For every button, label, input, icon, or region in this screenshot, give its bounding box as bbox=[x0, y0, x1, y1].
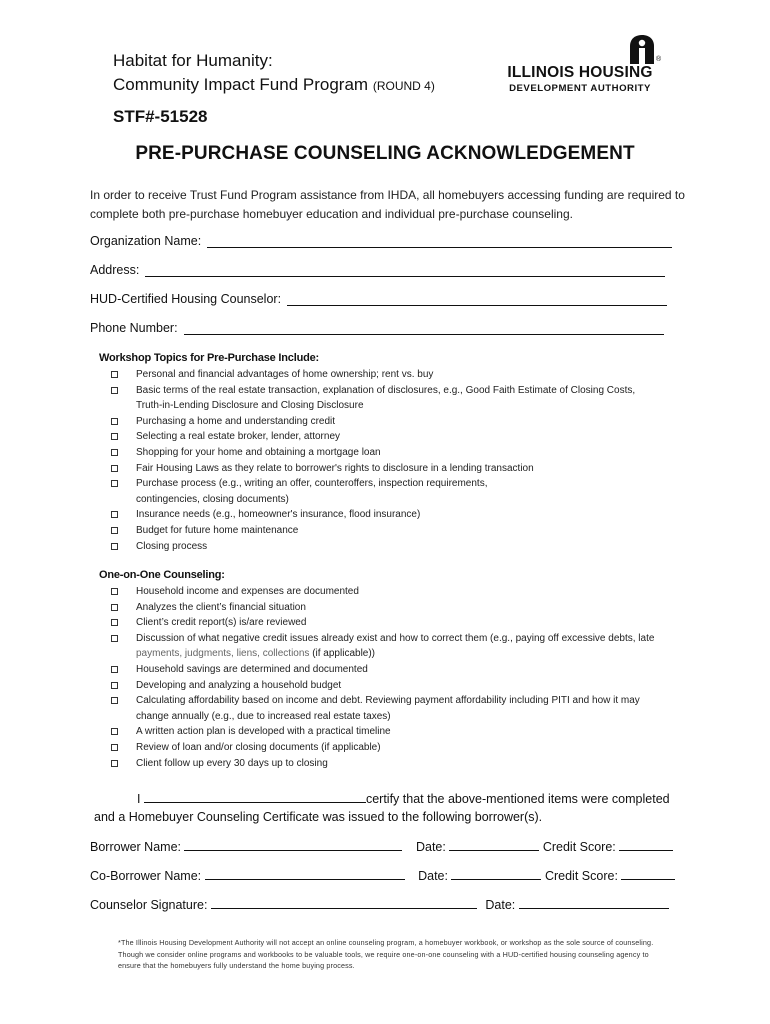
address-line[interactable] bbox=[145, 263, 665, 277]
counselor-signature-label: Counselor Signature: bbox=[90, 898, 208, 912]
list-item: Analyzes the client’s financial situation bbox=[108, 600, 708, 616]
program-title: Community Impact Fund Program bbox=[113, 75, 369, 94]
checkbox-icon[interactable] bbox=[111, 697, 118, 704]
list-item: Personal and financial advantages of home ownership; rent vs. buy bbox=[108, 367, 708, 383]
checkbox-icon[interactable] bbox=[111, 511, 118, 518]
organization-field[interactable] bbox=[90, 234, 672, 248]
list-item-continued: payments, judgments, liens, collections (if applicable)) bbox=[136, 648, 376, 660]
logo-subtitle: DEVELOPMENT AUTHORITY bbox=[509, 83, 651, 94]
checkbox-icon[interactable] bbox=[111, 666, 118, 673]
certify-line-2: and a Homebuyer Counseling Certificate was issued to the following borrower(s). bbox=[94, 810, 543, 824]
list-item: Client’s credit report(s) is/are reviewed bbox=[108, 615, 708, 631]
address-field[interactable] bbox=[90, 263, 665, 277]
list-item: Calculating affordability based on income and debt. Reviewing payment affordability including PITI and how it may bbox=[108, 693, 708, 709]
checkbox-icon[interactable] bbox=[111, 527, 118, 534]
list-item: Household income and expenses are documented bbox=[108, 584, 708, 600]
list-item: Purchasing a home and understanding credit bbox=[108, 414, 708, 430]
checkbox-icon[interactable] bbox=[111, 635, 118, 642]
phone-line[interactable] bbox=[184, 321, 664, 335]
checkbox-icon[interactable] bbox=[111, 387, 118, 394]
program-org: Habitat for Humanity: bbox=[113, 51, 273, 70]
list-item: Discussion of what negative credit issues already exist and how to correct them (e.g., paying off excessive debts, late bbox=[108, 631, 708, 647]
logo-name: ILLINOIS HOUSING bbox=[507, 64, 653, 81]
counseling-heading: One-on-One Counseling: bbox=[99, 569, 225, 581]
counseling-list bbox=[108, 584, 708, 771]
workshop-list bbox=[108, 367, 708, 554]
page-title: PRE-PURCHASE COUNSELING ACKNOWLEDGEMENT bbox=[135, 143, 635, 164]
program-name bbox=[113, 74, 435, 97]
borrower-credit-line[interactable] bbox=[619, 838, 673, 851]
footnote: *The Illinois Housing Development Authority will not accept an online counseling program, a homebuyer workbook, or workshop as the sole source of counseling. Though we consider online programs and workbooks to be valuable tools, we require one-on-one counseling with a HUD-certified housing counseling agency to ensure that the homebuyers fully understand the home buying process. bbox=[118, 938, 654, 970]
list-item-continued: change annually (e.g., due to increased real estate taxes) bbox=[136, 710, 391, 722]
counselor-signature-row bbox=[90, 896, 669, 912]
list-item: Developing and analyzing a household budget bbox=[108, 678, 708, 694]
list-item: Fair Housing Laws as they relate to borrower's rights to disclosure in a lending transaction bbox=[108, 461, 708, 477]
counselor-label: HUD-Certified Housing Counselor: bbox=[90, 292, 282, 306]
list-item: Budget for future home maintenance bbox=[108, 523, 708, 539]
program-round: (ROUND 4) bbox=[372, 79, 435, 93]
workshop-heading: Workshop Topics for Pre-Purchase Include: bbox=[99, 352, 319, 364]
borrower-date-label: Date: bbox=[415, 840, 446, 854]
checkbox-icon[interactable] bbox=[111, 619, 118, 626]
stf-number: STF#-51528 bbox=[113, 107, 208, 126]
list-item: A written action plan is developed with a practical timeline bbox=[108, 724, 708, 740]
list-item: Review of loan and/or closing documents (if applicable) bbox=[108, 740, 708, 756]
checkbox-icon[interactable] bbox=[111, 543, 118, 550]
address-label: Address: bbox=[90, 263, 140, 277]
ihda-logo bbox=[497, 34, 663, 96]
certification-statement bbox=[90, 790, 690, 826]
coborrower-row bbox=[90, 867, 675, 883]
borrower-date-line[interactable] bbox=[449, 838, 539, 851]
checkbox-icon[interactable] bbox=[111, 604, 118, 611]
certifier-name-line[interactable] bbox=[144, 790, 366, 803]
certify-line-1: I certify that the above-mentioned items were completed bbox=[137, 792, 670, 806]
coborrower-credit-line[interactable] bbox=[621, 867, 675, 880]
house-letter-i-icon bbox=[624, 34, 660, 64]
list-item: Shopping for your home and obtaining a mortgage loan bbox=[108, 445, 708, 461]
intro-paragraph: In order to receive Trust Fund Program assistance from IHDA, all homebuyers accessing funding are required to complete both pre-purchase homebuyer education and individual pre-purchase counseling. bbox=[90, 188, 685, 221]
borrower-label: Borrower Name: bbox=[90, 840, 181, 854]
counselor-signature-line[interactable] bbox=[211, 896, 477, 909]
checkbox-icon[interactable] bbox=[111, 480, 118, 487]
checkbox-icon[interactable] bbox=[111, 433, 118, 440]
borrower-name-line[interactable] bbox=[184, 838, 402, 851]
list-item: Basic terms of the real estate transaction, explanation of disclosures, e.g., Good Faith Estimate of Closing Costs, bbox=[108, 383, 708, 399]
coborrower-date-line[interactable] bbox=[451, 867, 541, 880]
phone-field[interactable] bbox=[90, 321, 664, 335]
list-item: Purchase process (e.g., writing an offer, counteroffers, inspection requirements, bbox=[108, 476, 708, 492]
list-item-continued: contingencies, closing documents) bbox=[136, 493, 289, 505]
list-item: Selecting a real estate broker, lender, attorney bbox=[108, 429, 708, 445]
checkbox-icon[interactable] bbox=[111, 465, 118, 472]
checkbox-icon[interactable] bbox=[111, 744, 118, 751]
list-item: Insurance needs (e.g., homeowner's insurance, flood insurance) bbox=[108, 507, 708, 523]
checkbox-icon[interactable] bbox=[111, 371, 118, 378]
checkbox-icon[interactable] bbox=[111, 760, 118, 767]
checkbox-icon[interactable] bbox=[111, 418, 118, 425]
checkbox-icon[interactable] bbox=[111, 728, 118, 735]
checkbox-icon[interactable] bbox=[111, 449, 118, 456]
program-header bbox=[113, 50, 435, 97]
registered-mark: ® bbox=[656, 56, 662, 63]
coborrower-label: Co-Borrower Name: bbox=[90, 869, 202, 883]
borrower-row bbox=[90, 838, 673, 854]
counselor-line[interactable] bbox=[287, 292, 667, 306]
counselor-date-line[interactable] bbox=[519, 896, 669, 909]
coborrower-credit-label: Credit Score: bbox=[544, 869, 618, 883]
counselor-field[interactable] bbox=[90, 292, 667, 306]
checkbox-icon[interactable] bbox=[111, 682, 118, 689]
organization-line[interactable] bbox=[207, 234, 672, 248]
organization-label: Organization Name: bbox=[90, 234, 202, 248]
borrower-credit-label: Credit Score: bbox=[542, 840, 616, 854]
coborrower-date-label: Date: bbox=[418, 869, 448, 883]
counselor-date-label: Date: bbox=[485, 898, 516, 912]
list-item: Client follow up every 30 days up to closing bbox=[108, 756, 708, 772]
list-item: Household savings are determined and documented bbox=[108, 662, 708, 678]
phone-label: Phone Number: bbox=[90, 321, 178, 335]
list-item-continued: Truth-in-Lending Disclosure and Closing Disclosure bbox=[136, 400, 364, 412]
list-item: Closing process bbox=[108, 539, 708, 555]
checkbox-icon[interactable] bbox=[111, 588, 118, 595]
coborrower-name-line[interactable] bbox=[205, 867, 405, 880]
